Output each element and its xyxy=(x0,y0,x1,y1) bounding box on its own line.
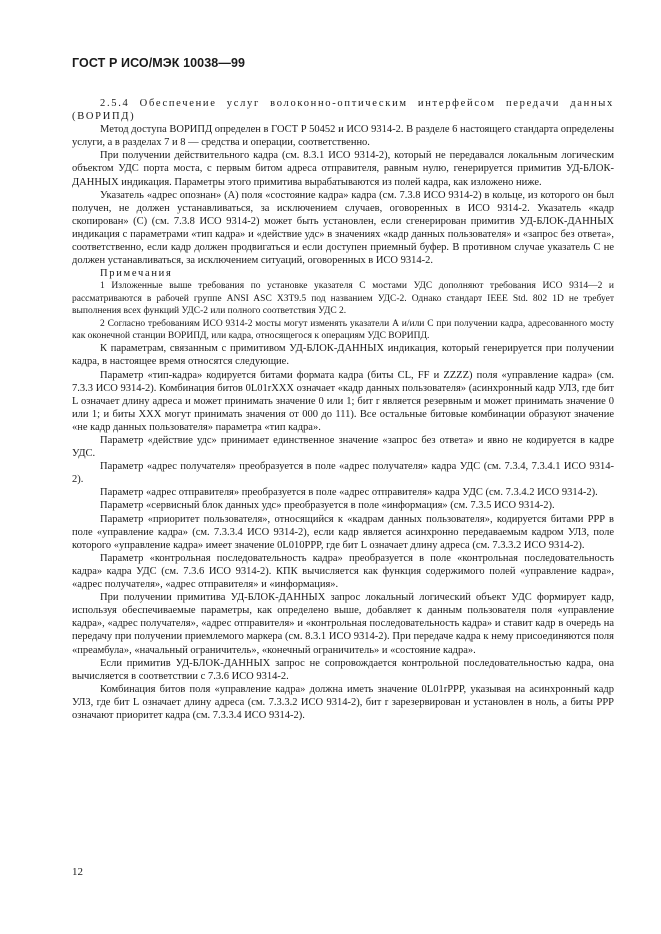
paragraph: Комбинация битов поля «управление кадра» должна иметь значение 0L01rPPP, указывая на асинхронный кадр УЛЗ, где бит L означает длину адреса (см. 7.3.3.2 ИСО 9314-2), бит r зарезервирован и установлен в ноль, а биты PPP означают приоритет кадра (см. 7.3.3.4 ИСО 9314-2). xyxy=(72,683,614,721)
note-1: 1 Изложенные выше требования по установке указателя С мостами УДС дополняют требования ИСО 9314—2 и рассматриваются в рабочей группе ANSI ASC X3T9.5 под названием УДС-2. Однако стандарт IEEE Std. 802 1D не требует выполнения всех функций УДС-2 или полного соответствия УДС 2. xyxy=(72,281,614,317)
paragraph: При получении действительного кадра (см. 8.3.1 ИСО 9314-2), который не передавался локальным логическим объектом УДС порта моста, с первым битом адреса отправителя, равным нулю, генерируется примитив УД-БЛОК-ДАННЫХ индикация. Параметры этого примитива вырабатываются из полей кадра, как изложено ниже. xyxy=(72,150,614,188)
note-2: 2 Согласно требованиям ИСО 9314-2 мосты могут изменять указатели А и/или С при получении кадра, адресованного мосту как оконечной станции ВОРИПД, или кадра, относящегося к операциям УДС ВОРИПД. xyxy=(72,318,614,341)
paragraph: Параметр «сервисный блок данных удс» преобразуется в поле «информация» (см. 7.3.5 ИСО 9314-2). xyxy=(100,500,555,512)
paragraph: К параметрам, связанным с примитивом УД-БЛОК-ДАННЫХ индикация, который генерируется при получении кадра, в настоящее время относятся следующие. xyxy=(72,343,614,368)
paragraph: Параметр «тип-кадра» кодируется битами формата кадра (биты CL, FF и ZZZZ) поля «управление кадра» (см. 7.3.3 ИСО 9314-2). Комбинация битов 0L01rXXX означает «кадр данных пользователя» (асинхронный кадр УЛЗ, где бит L означает длину адреса и может принимать значение 0 или 1; бит r является резервным и может принимать значение 0 или 1; и биты XXX могут принимать значения от 000 до 111). Все остальные битовые комбинации образуют значение «не кадр данных пользователя» параметра «тип кадра». xyxy=(72,369,614,433)
paragraph: Если примитив УД-БЛОК-ДАННЫХ запрос не сопровождается контрольной последовательностью кадра, она вычисляется в соответствии с 7.3.6 ИСО 9314-2. xyxy=(72,657,614,682)
paragraph: Параметр «адрес отправителя» преобразуется в поле «адрес отправителя» кадра УДС (см. 7.3.4.2 ИСО 9314-2). xyxy=(100,487,598,499)
standard-header: ГОСТ Р ИСО/МЭК 10038—99 xyxy=(72,56,246,70)
paragraph: При получении примитива УД-БЛОК-ДАННЫХ запрос локальный логический объект УДС формирует кадр, используя обеспечиваемые параметры, как определено выше, добавляет к данным пользователя поля «управление кадра», «адрес получателя», «адрес отправителя» и «контрольная последовательность кадра» и ставит кадр в очередь на передачу при получении приемлемого маркера (см. 8.3.1 ИСО 9314-2). При передаче кадра к нему присоединяются поля «преамбула», «начальный ограничитель», «конечный ограничитель» и «состояние кадра». xyxy=(72,592,614,656)
paragraph: Параметр «действие удс» принимает единственное значение «запрос без ответа» и явно не кодируется в кадре УДС. xyxy=(72,435,614,460)
section-heading: 2.5.4 Обеспечение услуг волоконно-оптическим интерфейсом передачи данных (ВОРИПД) xyxy=(72,98,614,123)
page-number: 12 xyxy=(72,866,83,878)
paragraph: Метод доступа ВОРИПД определен в ГОСТ Р 50452 и ИСО 9314-2. В разделе 6 настоящего стандарта определены услуги, а в разделах 7 и 8 — средства и операции, соответственно. xyxy=(72,124,614,149)
page-body xyxy=(72,97,614,722)
paragraph: Указатель «адрес опознан» (А) поля «состояние кадра» кадра (см. 7.3.8 ИСО 9314-2) в кольце, из которого он был получен, не должен устанавливаться, за исключением случаев, оговоренных в ИСО 9314-2. Указатель «кадр скопирован» (С) (см. 7.3.8 ИСО 9314-2) может быть установлен, если сгенерирован примитив УД-БЛОК-ДАННЫХ индикация с параметрами «тип кадра» и «действие удс» в значениях «кадр данных пользователя» и «запрос без ответа», соответственно, если кадр должен продвигаться и если доступен приемный буфер. В противном случае указатель С не должен устанавливаться, за исключением ситуаций, оговоренных в ИСО 9314-2. xyxy=(72,189,614,267)
paragraph: Параметр «приоритет пользователя», относящийся к «кадрам данных пользователя», кодируется битами PPP в поле «управление кадра» (см. 7.3.3.4 ИСО 9314-2), если кадр является асинхронно передаваемым кадром УЛЗ, поле которого «управление кадра» имеет значение 0L010PPP, где бит L означает длину адреса (см. 7.3.3.2 ИСО 9314-2). xyxy=(72,513,614,551)
paragraph: Параметр «контрольная последовательность кадра» преобразуется в поле «контрольная последовательность кадра» кадра УДС (см. 7.3.6 ИСО 9314-2). КПК вычисляется как функция содержимого полей «управление кадра», «адрес получателя», «адрес отправителя» и «информация». xyxy=(72,552,614,591)
paragraph: Параметр «адрес получателя» преобразуется в поле «адрес получателя» кадра УДС (см. 7.3.4, 7.3.4.1 ИСО 9314-2). xyxy=(72,461,614,486)
notes-heading: Примечания xyxy=(100,268,173,280)
